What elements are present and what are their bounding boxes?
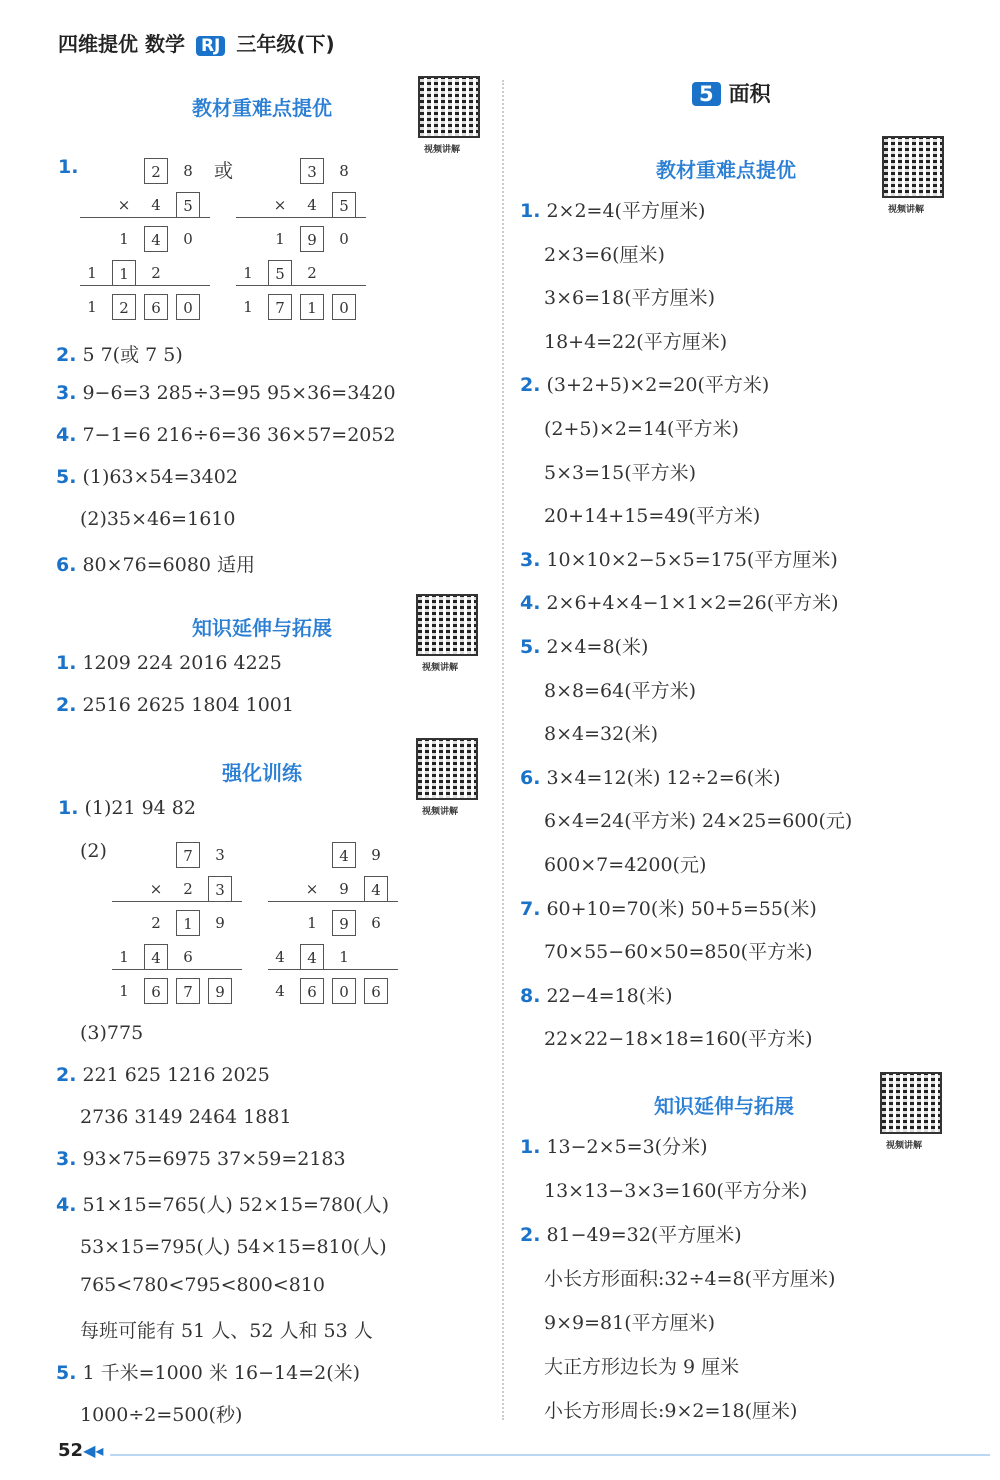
digit-cell: 1: [307, 914, 317, 932]
answer-line: [544, 1264, 835, 1291]
answer-text: 9−6=3 285÷3=95 95×36=3420: [82, 382, 396, 404]
answer-text: 81−49=32(平方厘米): [546, 1224, 742, 1246]
answer-line: [544, 283, 715, 310]
digit-cell: 2: [307, 264, 317, 282]
question-number: 7.: [520, 897, 541, 920]
qr-caption: 视频讲解: [886, 1141, 923, 1151]
answer-text: 70×55−60×50=850(平方米): [544, 941, 813, 964]
answer-text: 18+4=22(平方厘米): [544, 330, 728, 353]
digit-cell: 4: [332, 842, 356, 868]
answer-line: [56, 1190, 389, 1217]
answer-text: (3)775: [80, 1022, 144, 1044]
book-title: 四维提优 数学: [58, 32, 185, 56]
digit-cell: 1: [176, 910, 200, 936]
digit-cell: 4: [307, 196, 317, 214]
answer-line: [56, 550, 255, 577]
qr-code-icon[interactable]: [882, 136, 944, 198]
column-divider: [502, 80, 504, 1420]
answer-line: [544, 806, 852, 833]
answer-line: [56, 382, 396, 404]
answer-text: 13×13−3×3=160(平方分米): [544, 1180, 808, 1202]
answer-line: [544, 458, 696, 485]
digit-cell: 4: [144, 944, 168, 970]
answer-line: 1. (1)21 94 82: [58, 797, 196, 819]
answer-text: 5 7(或 7 5): [82, 344, 183, 366]
digit-cell: 1: [112, 260, 136, 286]
calculation-rule: [80, 285, 210, 286]
digit-cell: 1: [243, 298, 253, 316]
qr-caption: 视频讲解: [422, 663, 459, 673]
digit-cell: 1: [119, 230, 129, 248]
answer-line: [520, 1132, 707, 1159]
digit-cell: 7: [268, 294, 292, 320]
digit-cell: 2: [151, 264, 161, 282]
answer-line: [80, 508, 235, 530]
digit-cell: 4: [275, 982, 285, 1000]
grade-label: 三年级(下): [236, 32, 335, 56]
answer-line: [80, 1400, 242, 1427]
digit-cell: 1: [339, 948, 349, 966]
qr-caption: 视频讲解: [422, 807, 459, 817]
digit-cell: [112, 158, 136, 184]
digit-cell: ×: [273, 196, 287, 214]
digit-cell: 4: [151, 196, 161, 214]
qr-code-icon[interactable]: [416, 738, 478, 800]
digit-cell: 1: [300, 294, 324, 320]
question-number: 3.: [56, 1148, 77, 1170]
answer-text: 80×76=6080 适用: [82, 554, 256, 576]
question-number: 5.: [56, 466, 77, 488]
answer-line: [56, 340, 183, 367]
qr-code-icon[interactable]: [880, 1072, 942, 1134]
answer-text: 2×6+4×4−1×1×2=26(平方米): [546, 592, 839, 615]
qr-code-icon[interactable]: [416, 594, 478, 656]
question-number: 1.: [58, 156, 79, 178]
digit-cell: 4: [300, 944, 324, 970]
digit-cell: 6: [371, 914, 381, 932]
answer-text: 93×75=6975 37×59=2183: [82, 1148, 346, 1170]
calculation-rule: [236, 285, 366, 286]
calculation-rule: [112, 969, 242, 970]
answer-line: (2): [80, 840, 107, 862]
answer-line: [544, 1024, 812, 1051]
digit-cell: 6: [144, 294, 168, 320]
question-number: 4.: [56, 1194, 77, 1216]
digit-cell: 0: [176, 294, 200, 320]
answer-line: [56, 1358, 360, 1385]
answer-text: 小长方形面积:32÷4=8(平方厘米): [544, 1268, 836, 1290]
question-number: 6.: [520, 766, 541, 789]
digit-cell: 3: [208, 876, 232, 902]
digit-cell: 4: [364, 876, 388, 902]
arrow-left-icon: ◀◂: [83, 1441, 104, 1460]
answer-text: 2736 3149 2464 1881: [80, 1106, 292, 1128]
answer-line: [520, 196, 705, 223]
digit-cell: 2: [112, 294, 136, 320]
question-number: 3.: [520, 548, 541, 571]
answer-line: [520, 370, 769, 397]
answer-text: 5×3=15(平方米): [544, 461, 697, 484]
digit-cell: 7: [176, 978, 200, 1004]
section-title: 强化训练: [222, 761, 302, 785]
question-number: 4.: [520, 592, 541, 615]
answer-text: 60+10=70(米) 50+5=55(米): [546, 897, 817, 920]
answer-text: 20+14+15=49(平方米): [544, 505, 761, 528]
digit-cell: 0: [332, 294, 356, 320]
answer-line: [520, 763, 781, 790]
answer-line: [80, 1274, 325, 1296]
digit-cell: 3: [215, 846, 225, 864]
answer-line: [520, 1220, 742, 1247]
digit-cell: 5: [176, 192, 200, 218]
qr-caption: 视频讲解: [424, 145, 461, 155]
question-number: 2.: [520, 374, 541, 397]
page-number: 52: [58, 1440, 84, 1461]
answer-text: 221 625 1216 2025: [82, 1064, 270, 1086]
calculation-rule: [112, 901, 242, 902]
question-number: 6.: [56, 554, 77, 576]
digit-cell: ×: [305, 880, 319, 898]
answer-text: 2516 2625 1804 1001: [82, 694, 294, 716]
answer-text: (2+5)×2=14(平方米): [544, 418, 739, 440]
chapter-title: 面积: [728, 82, 771, 106]
digit-cell: 9: [371, 846, 381, 864]
answer-line: [520, 894, 817, 921]
digit-cell: 8: [183, 162, 193, 180]
answer-line: [56, 1148, 346, 1170]
digit-cell: 6: [183, 948, 193, 966]
answer-text: 2×2=4(平方厘米): [546, 200, 706, 222]
question-number: 1.: [56, 652, 77, 674]
qr-caption: 视频讲解: [888, 205, 925, 215]
answer-text: 1209 224 2016 4225: [82, 652, 282, 674]
answer-line: [544, 719, 658, 746]
question-number: 8.: [520, 984, 541, 1007]
answer-text: 51×15=765(人) 52×15=780(人): [82, 1194, 390, 1216]
digit-cell: [268, 158, 292, 184]
digit-cell: 0: [183, 230, 193, 248]
digit-cell: 5: [332, 192, 356, 218]
answer-line: [544, 240, 665, 267]
digit-cell: 6: [364, 978, 388, 1004]
answer-line: [56, 1064, 270, 1086]
answer-text: 2×4=8(米): [546, 636, 649, 658]
question-number: 4.: [56, 424, 77, 446]
answer-line: [544, 1176, 807, 1203]
answer-line: [544, 414, 739, 441]
answer-text: (1)63×54=3402: [82, 466, 238, 488]
digit-cell: [300, 842, 324, 868]
digit-cell: 0: [332, 978, 356, 1004]
answer-line: [520, 632, 648, 659]
edition-badge: RJ: [196, 36, 225, 56]
digit-cell: 5: [268, 260, 292, 286]
question-number: 2.: [56, 694, 77, 716]
calculation-rule: [268, 901, 398, 902]
digit-cell: ×: [117, 196, 131, 214]
answer-text: (2)35×46=1610: [80, 508, 236, 530]
digit-cell: 1: [119, 982, 129, 1000]
digit-cell: ×: [149, 880, 163, 898]
answer-line: [544, 676, 696, 703]
question-number: 5.: [520, 636, 541, 658]
answer-line: [544, 937, 812, 964]
digit-cell: 4: [275, 948, 285, 966]
chapter-number: 5: [692, 82, 721, 106]
section-title: 教材重难点提优: [192, 96, 332, 120]
answer-text: 大正方形边长为 9 厘米: [544, 1356, 740, 1378]
answer-text: (3+2+5)×2=20(平方米): [546, 374, 770, 397]
digit-cell: 2: [151, 914, 161, 932]
answer-line: [520, 588, 839, 615]
answer-line: [544, 327, 727, 354]
digit-cell: 1: [243, 264, 253, 282]
digit-cell: 6: [300, 978, 324, 1004]
digit-cell: 1: [275, 230, 285, 248]
digit-cell: 1: [87, 264, 97, 282]
section-title: 教材重难点提优: [656, 158, 796, 182]
answer-text: 7−1=6 216÷6=36 36×57=2052: [82, 424, 396, 446]
answer-line: [520, 981, 673, 1008]
answer-line: [544, 1308, 715, 1335]
digit-cell: 9: [339, 880, 349, 898]
answer-line: [80, 1232, 387, 1259]
answer-line: [56, 694, 294, 716]
question-number: 2.: [520, 1224, 541, 1246]
answer-line: [544, 501, 760, 528]
digit-cell: 7: [176, 842, 200, 868]
digit-cell: 8: [339, 162, 349, 180]
section-title: 知识延伸与拓展: [192, 616, 332, 640]
digit-cell: 2: [183, 880, 193, 898]
answer-line: [80, 1106, 292, 1128]
section-title: 知识延伸与拓展: [654, 1094, 794, 1118]
or-label: 或: [214, 160, 234, 182]
digit-cell: 0: [339, 230, 349, 248]
answer-text: 9×9=81(平方厘米): [544, 1312, 716, 1334]
question-number: 5.: [56, 1362, 77, 1384]
answer-text: 1 千米=1000 米 16−14=2(米): [82, 1362, 361, 1384]
question-number: 3.: [56, 382, 77, 404]
digit-cell: 9: [215, 914, 225, 932]
answer-text: 22−4=18(米): [546, 984, 673, 1007]
answer-line: [56, 424, 396, 446]
calculation-rule: [268, 969, 398, 970]
answer-text: 765<780<795<800<810: [80, 1274, 326, 1296]
answer-text: 8×4=32(米): [544, 723, 659, 746]
calculation-rule: [80, 217, 210, 218]
answer-text: 小长方形周长:9×2=18(厘米): [544, 1400, 798, 1422]
answer-line: [80, 1022, 143, 1044]
answer-text: 10×10×2−5×5=175(平方厘米): [546, 548, 838, 571]
digit-cell: 1: [119, 948, 129, 966]
page-header: [58, 28, 335, 57]
digit-cell: 3: [300, 158, 324, 184]
digit-cell: 9: [208, 978, 232, 1004]
qr-code-icon[interactable]: [418, 76, 480, 138]
answer-text: 600×7=4200(元): [544, 854, 707, 876]
digit-cell: [144, 842, 168, 868]
digit-cell: 6: [144, 978, 168, 1004]
footer-rule: [110, 1454, 990, 1456]
answer-text: 8×8=64(平方米): [544, 679, 697, 702]
answer-line: [544, 1396, 797, 1423]
question-number: 2.: [56, 1064, 77, 1086]
answer-line: [520, 545, 838, 572]
question-number: 1.: [520, 1136, 541, 1158]
answer-text: 2×3=6(厘米): [544, 243, 665, 266]
answer-text: 6×4=24(平方米) 24×25=600(元): [544, 810, 853, 833]
digit-cell: 9: [332, 910, 356, 936]
answer-line: [544, 850, 706, 877]
chapter-heading: [692, 78, 771, 108]
answer-text: 13−2×5=3(分米): [546, 1136, 708, 1158]
answer-line: [544, 1352, 739, 1379]
answer-text: 22×22−18×18=160(平方米): [544, 1028, 813, 1051]
answer-text: 53×15=795(人) 54×15=810(人): [80, 1236, 387, 1258]
digit-cell: 9: [300, 226, 324, 252]
answer-line: [80, 1316, 373, 1343]
page-footer: [58, 1440, 103, 1461]
answer-text: 3×4=12(米) 12÷2=6(米): [546, 766, 781, 789]
answer-text: 1000÷2=500(秒): [80, 1404, 243, 1426]
digit-cell: 2: [144, 158, 168, 184]
answer-text: 每班可能有 51 人、52 人和 53 人: [80, 1320, 373, 1342]
calculation-rule: [236, 217, 366, 218]
answer-text: 3×6=18(平方厘米): [544, 287, 716, 310]
question-number: 1.: [520, 200, 541, 222]
answer-line: [56, 652, 282, 674]
answer-line: [56, 466, 238, 488]
digit-cell: 1: [87, 298, 97, 316]
digit-cell: 4: [144, 226, 168, 252]
question-number: 2.: [56, 344, 77, 366]
